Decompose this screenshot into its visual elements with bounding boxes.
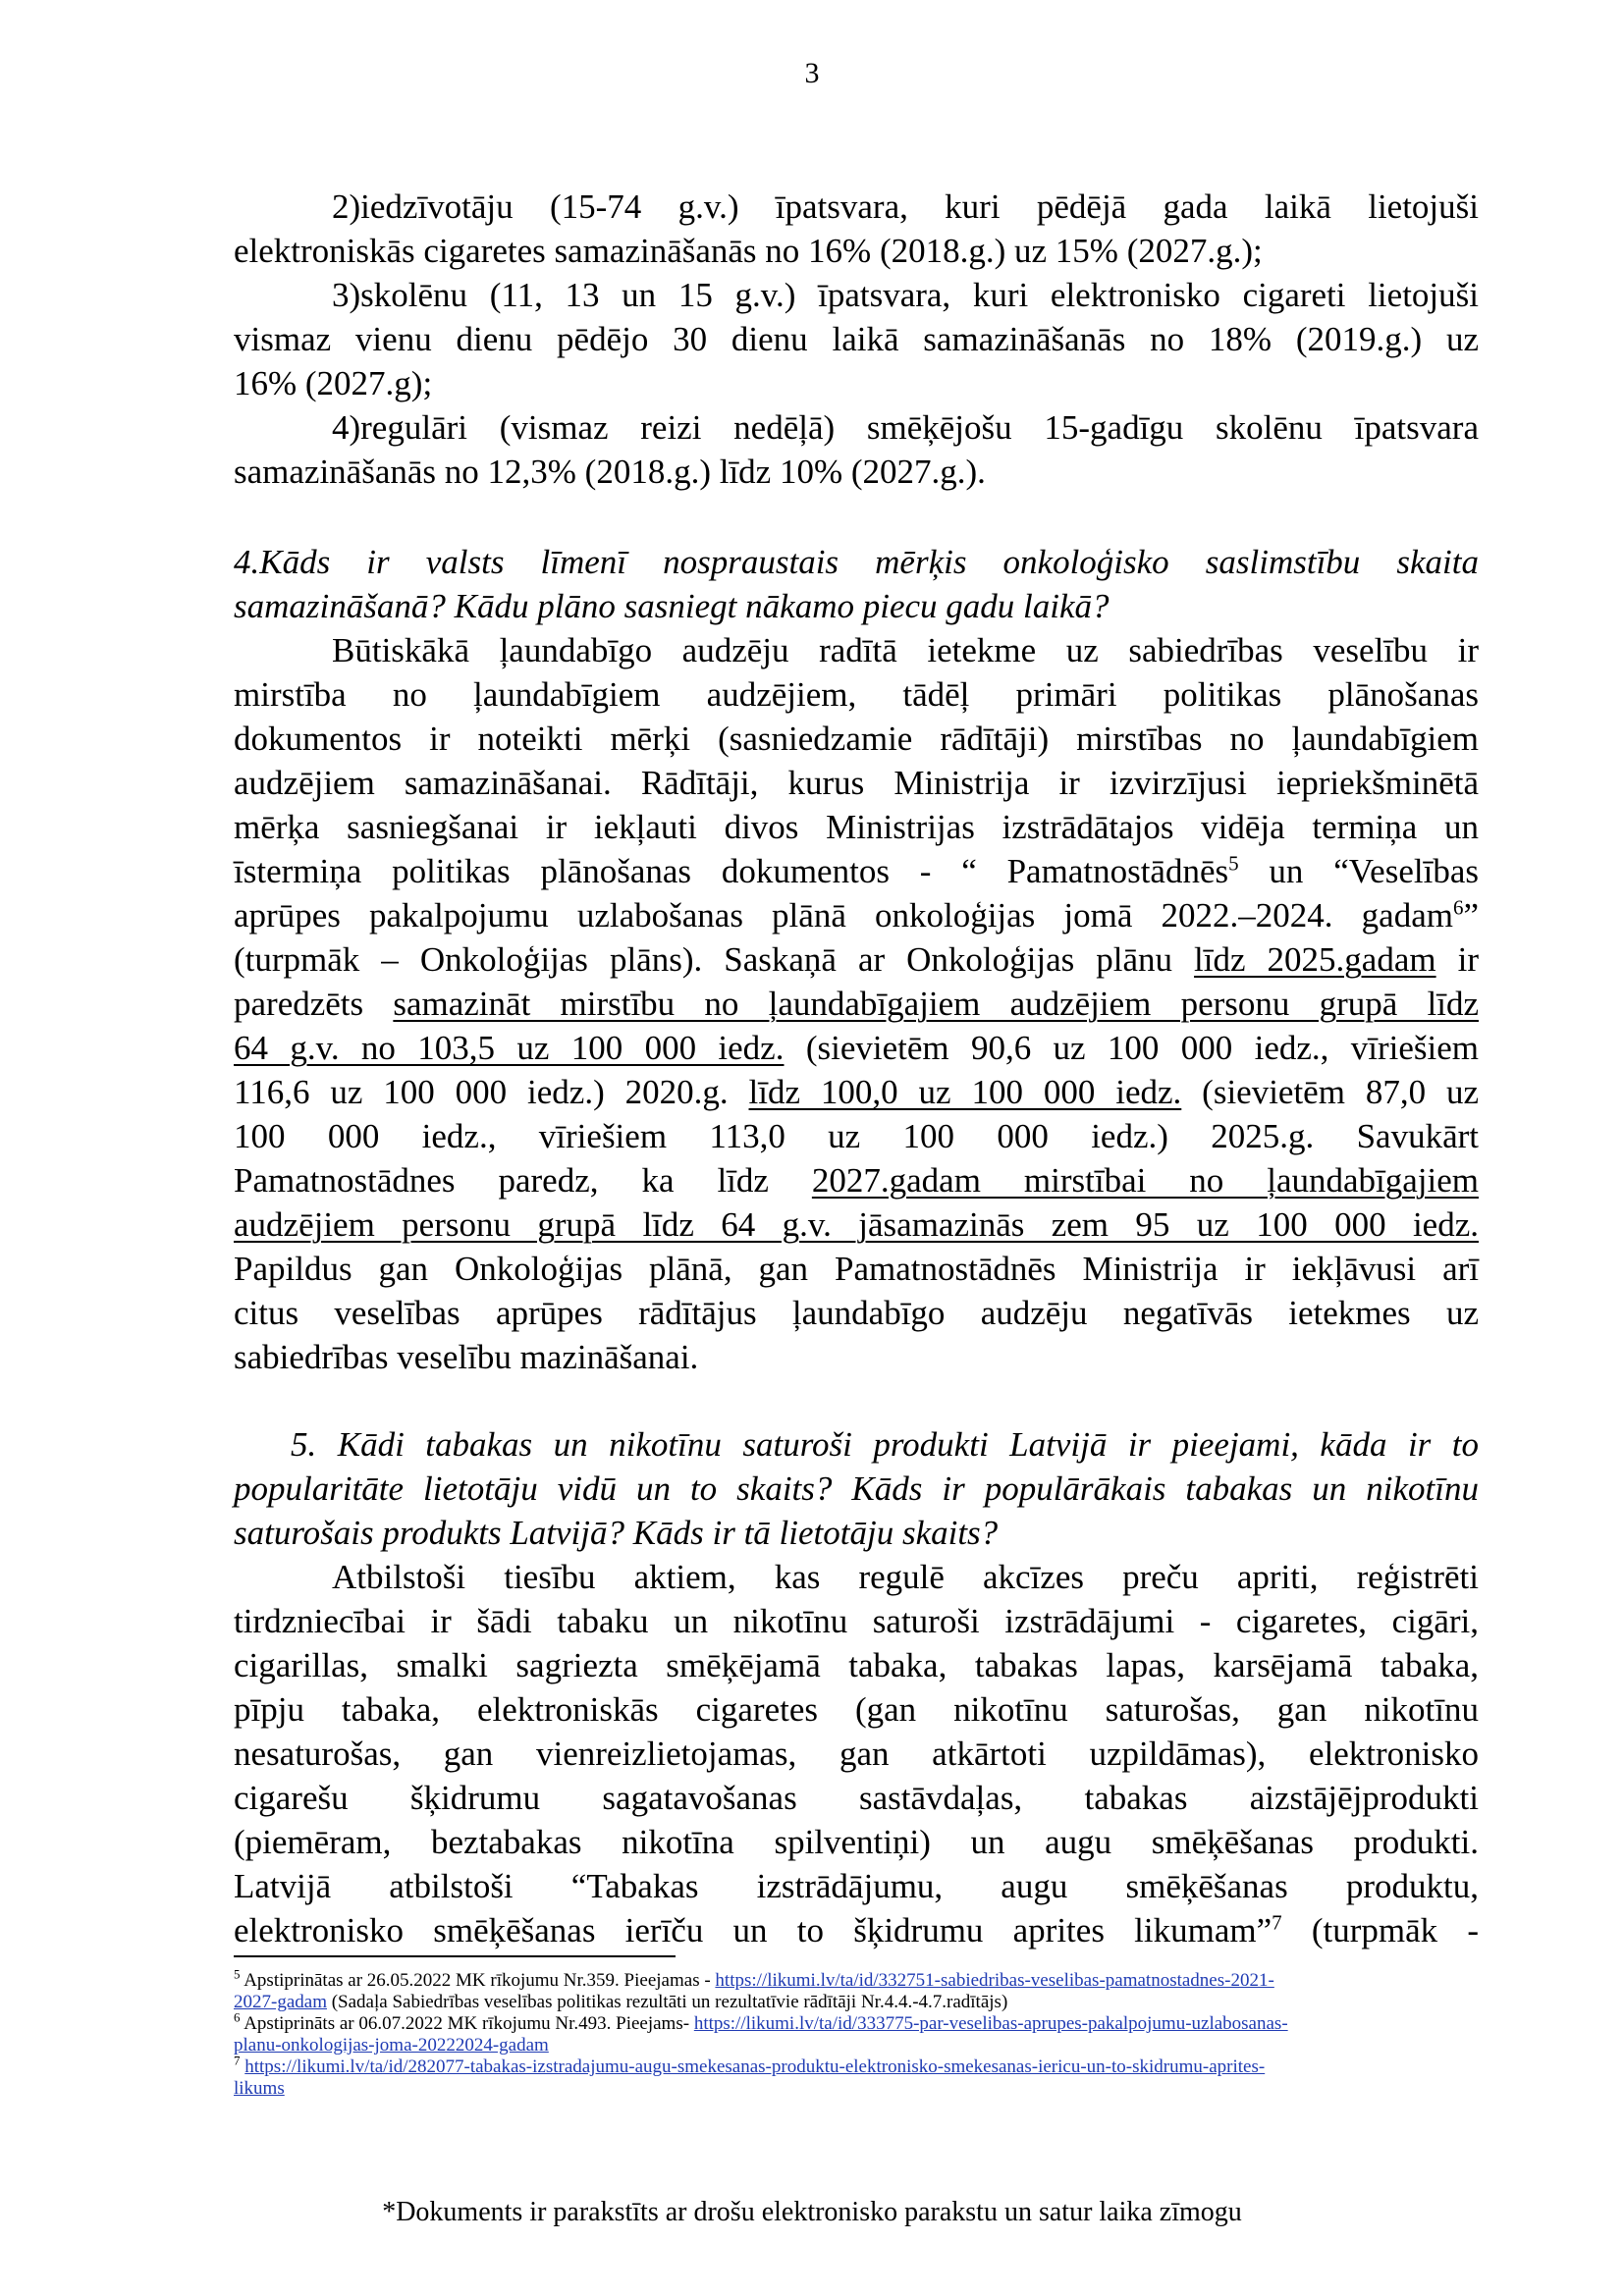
text-segment: paredzēts: [234, 985, 394, 1023]
footnotes: [234, 1966, 1479, 2100]
text-line: elektroniskās cigaretes samazināšanās no 16% (2018.g.) uz 15% (2027.g.);: [234, 232, 1263, 270]
text-line: mirstība no ļaundabīgiem audzējiem, tādēļ primāri politikas plānošanas: [234, 675, 1479, 714]
text-segment: (sievietēm 87,0 uz: [1181, 1073, 1480, 1111]
text-line: 3)skolēnu (11, 13 un 15 g.v.) īpatsvara, kuri elektronisko cigareti lietojuši: [332, 276, 1479, 314]
footnote-5: [234, 1966, 1479, 1992]
text-line: Būtiskākā ļaundabīgo audzēju radītā ietekme uz sabiedrības veselību ir: [332, 631, 1479, 669]
footnote-text: Apstiprinātas ar 26.05.2022 MK rīkojumu Nr.359. Pieejamas -: [240, 1970, 716, 1991]
text-line: 2)iedzīvotāju (15-74 g.v.) īpatsvara, kuri pēdējā gada laikā lietojuši: [332, 187, 1479, 226]
question-heading: samazināšanā? Kādu plāno sasniegt nākamo piecu gadu laikā?: [234, 587, 1110, 625]
footnote-link[interactable]: https://likumi.lv/ta/id/333775-par-veselibas-aprupes-pakalpojumu-uzlabosanas-: [693, 2013, 1288, 2034]
text-line: [234, 1158, 1479, 1202]
footnote-link[interactable]: likums: [234, 2078, 285, 2099]
footnote-ref[interactable]: 6: [1452, 895, 1464, 920]
question-heading: saturošais produkts Latvijā? Kāds ir tā lietotāju skaits?: [234, 1514, 999, 1552]
text-segment: (turpmāk -: [1281, 1911, 1480, 1949]
text-segment: īstermiņa politikas plānošanas dokumentos - “ Pamatnostādnēs: [234, 852, 1229, 890]
footnote-number: 7: [234, 2053, 241, 2068]
text-line: Atbilstoši tiesību aktiem, kas regulē akcīzes preču apriti, reģistrēti: [332, 1558, 1479, 1596]
text-segment: un “Veselības: [1238, 852, 1479, 890]
footnote-ref[interactable]: 7: [1272, 1910, 1282, 1935]
text-segment: 116,6 uz 100 000 iedz.) 2020.g.: [234, 1073, 749, 1111]
text-line: 4)regulāri (vismaz reizi nedēļā) smēķējošu 15-gadīgu skolēnu īpatsvara: [332, 408, 1479, 447]
text-line: citus veselības aprūpes rādītājus ļaundabīgo audzēju negatīvās ietekmes uz: [234, 1294, 1479, 1332]
text-line: pīpju tabaka, elektroniskās cigaretes (gan nikotīnu saturošas, gan nikotīnu: [234, 1690, 1479, 1729]
underlined-text: 64 g.v. no 103,5 uz 100 000 iedz.: [234, 1029, 785, 1067]
text-line: [234, 937, 1479, 982]
text-line: (piemēram, beztabakas nikotīna spilventiņi) un augu smēķēšanas produkti.: [234, 1823, 1479, 1861]
text-line: 16% (2027.g);: [234, 364, 433, 402]
underlined-text: 2027.gadam mirstībai no ļaundabīgajiem: [811, 1161, 1480, 1200]
text-line: Latvijā atbilstoši “Tabakas izstrādājumu, augu smēķēšanas produktu,: [234, 1867, 1479, 1905]
text-line: [234, 982, 1479, 1026]
underlined-text: līdz 2025.gadam: [1194, 940, 1436, 979]
text-line: mērķa sasniegšanai ir iekļauti divos Ministrijas izstrādātajos vidēja termiņa un: [234, 808, 1479, 846]
text-line: Papildus gan Onkoloģijas plānā, gan Pamatnostādnēs Ministrija ir iekļāvusi arī: [234, 1250, 1479, 1288]
text-line: nesaturošas, gan vienreizlietojamas, gan atkārtoti uzpildāmas), elektronisko: [234, 1735, 1479, 1773]
footnote-7: [234, 2053, 1479, 2078]
text-segment: aprūpes pakalpojumu uzlabošanas plānā onkoloģijas jomā 2022.–2024. gadam: [234, 896, 1453, 934]
document-body: [234, 185, 1479, 1952]
question-heading: 4.Kāds ir valsts līmenī nospraustais mērķis onkoloģisko saslimstību skaita: [234, 543, 1479, 581]
page-number: 3: [804, 57, 820, 89]
footnote-link[interactable]: 2027-gadam: [234, 1992, 327, 2012]
text-line: audzējiem samazināšanai. Rādītāji, kurus Ministrija ir izvirzījusi iepriekšminētā: [234, 764, 1479, 802]
footnote-separator: [234, 1955, 676, 1957]
text-line: tirdzniecībai ir šādi tabaku un nikotīnu saturoši izstrādājumi - cigaretes, cigāri,: [234, 1602, 1479, 1640]
footnote-5-cont: [234, 1992, 1479, 2013]
text-line: [234, 849, 1479, 893]
text-segment: ir: [1435, 940, 1479, 979]
footnote-link[interactable]: planu-onkologijas-joma-20222024-gadam: [234, 2035, 549, 2056]
text-line: sabiedrības veselību mazināšanai.: [234, 1338, 699, 1376]
text-line: cigarillas, smalki sagriezta smēķējamā tabaka, tabakas lapas, karsējamā tabaka,: [234, 1646, 1479, 1684]
footnote-text: (Sadaļa Sabiedrības veselības politikas rezultāti un rezultatīvie rādītāji Nr.4.4.-4.7.radītājs): [326, 1992, 1008, 2012]
text-segment: (sievietēm 90,6 uz 100 000 iedz., vīriešiem: [784, 1029, 1479, 1067]
footnote-link[interactable]: https://likumi.lv/ta/id/282077-tabakas-izstradajumu-augu-smekesanas-produktu-elektronisko-smekesanas-iericu-un-to-skidrumu-aprites-: [244, 2056, 1266, 2077]
text-line: [234, 1202, 1479, 1247]
footnote-number: 6: [234, 2009, 241, 2025]
footnote-link[interactable]: https://likumi.lv/ta/id/332751-sabiedribas-veselibas-pamatnostadnes-2021-: [715, 1970, 1274, 1991]
text-line: [234, 1908, 1479, 1952]
footnote-text: Apstiprināts ar 06.07.2022 MK rīkojumu Nr.493. Pieejams-: [240, 2013, 694, 2034]
underlined-text: audzējiem personu grupā līdz 64 g.v. jāsamazinās zem 95 uz 100 000 iedz.: [234, 1205, 1479, 1244]
text-segment: ”: [1463, 896, 1479, 934]
signature-notice: *Dokuments ir parakstīts ar drošu elektronisko parakstu un satur laika zīmogu: [382, 2197, 1242, 2227]
underlined-text: samazināt mirstību no ļaundabīgajiem audzējiem personu grupā līdz: [393, 985, 1479, 1023]
footnote-6: [234, 2009, 1479, 2035]
question-heading: popularitāte lietotāju vidū un to skaits? Kāds ir populārākais tabakas un nikotīnu: [234, 1469, 1479, 1508]
footnote-7-cont: [234, 2078, 1479, 2100]
underlined-text: līdz 100,0 uz 100 000 iedz.: [748, 1073, 1182, 1111]
footnote-ref[interactable]: 5: [1228, 851, 1239, 876]
text-line: cigarešu šķidrumu sagatavošanas sastāvdaļas, tabakas aizstājējprodukti: [234, 1779, 1479, 1817]
question-heading: 5. Kādi tabakas un nikotīnu saturoši produkti Latvijā ir pieejami, kāda ir to: [291, 1425, 1479, 1464]
text-line: [234, 1070, 1479, 1114]
text-line: 100 000 iedz., vīriešiem 113,0 uz 100 000 iedz.) 2025.g. Savukārt: [234, 1117, 1479, 1155]
text-line: dokumentos ir noteikti mērķi (sasniedzamie rādītāji) mirstības no ļaundabīgiem: [234, 720, 1479, 758]
text-line: [234, 893, 1479, 937]
text-segment: (turpmāk – Onkoloģijas plāns). Saskaņā ar Onkoloģijas plānu: [234, 940, 1195, 979]
text-segment: Pamatnostādnes paredz, ka līdz: [234, 1161, 812, 1200]
text-line: [234, 1026, 1479, 1070]
text-segment: elektronisko smēķēšanas ierīču un to šķidrumu aprites likumam”: [234, 1911, 1272, 1949]
footnote-number: 5: [234, 1966, 241, 1982]
footnote-6-cont: [234, 2035, 1479, 2056]
text-line: vismaz vienu dienu pēdējo 30 dienu laikā samazināšanās no 18% (2019.g.) uz: [234, 320, 1479, 358]
text-line: samazināšanās no 12,3% (2018.g.) līdz 10% (2027.g.).: [234, 453, 986, 491]
